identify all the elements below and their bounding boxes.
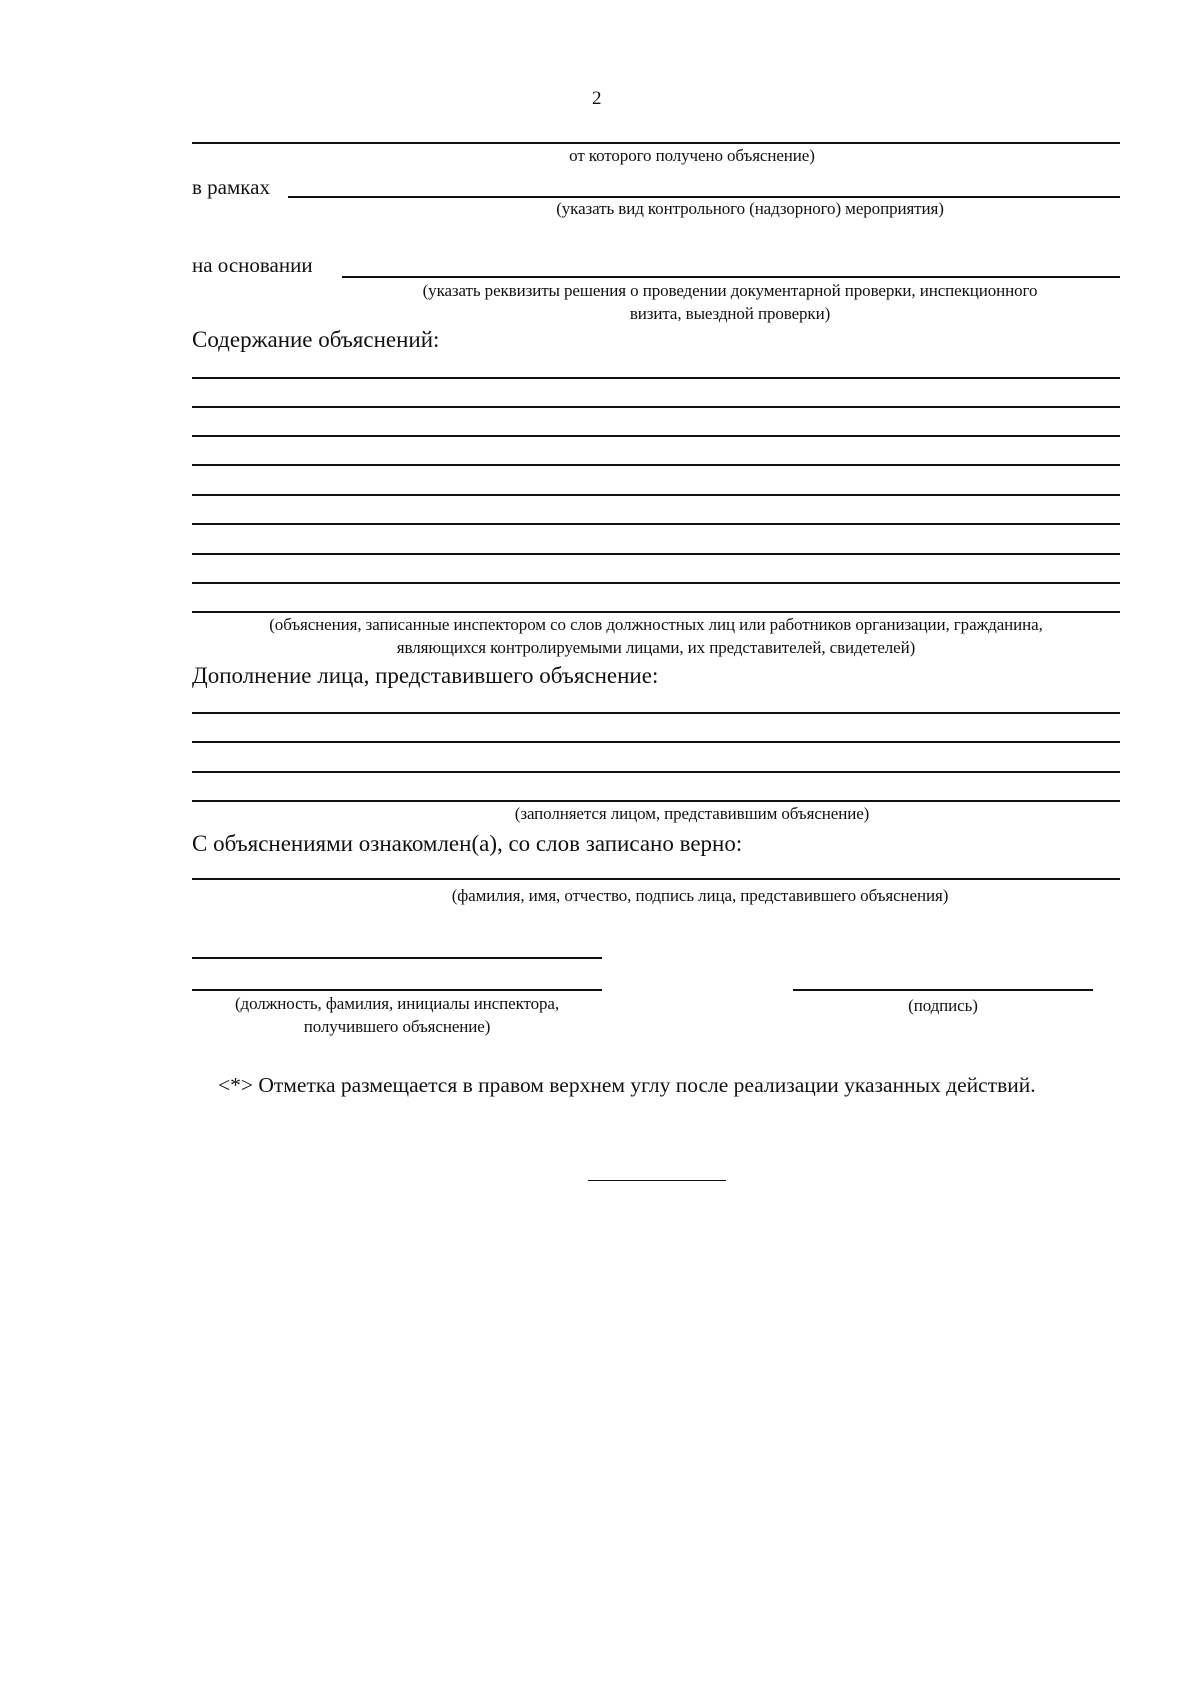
content-line-7 (192, 553, 1120, 555)
inspector-caption-1: (должность, фамилия, инициалы инспектора, (234, 994, 560, 1013)
inspector-line-2 (192, 989, 602, 991)
frame-caption: (указать вид контрольного (надзорного) мероприятия) (556, 199, 944, 218)
content-line-2 (192, 406, 1120, 408)
signature-caption: (подпись) (908, 996, 978, 1015)
inspector-caption-2: получившего объяснение) (303, 1017, 491, 1036)
basis-caption-1: (указать реквизиты решения о проведении документарной проверки, инспекционного (422, 281, 1038, 300)
basis-line (342, 276, 1120, 278)
content-line-3 (192, 435, 1120, 437)
footnote: <*> Отметка размещается в правом верхнем углу после реализации указанных действий. (218, 1073, 1036, 1097)
frame-label: в рамках (192, 175, 270, 199)
addition-line-1 (192, 712, 1120, 714)
content-caption-2: являющихся контролируемыми лицами, их представителей, свидетелей) (396, 638, 916, 657)
acknowledgement-heading: С объяснениями ознакомлен(а), со слов записано верно: (192, 831, 743, 856)
content-line-8 (192, 582, 1120, 584)
recipient-line (192, 142, 1120, 144)
addition-caption: (заполняется лицом, представившим объяснение) (514, 804, 870, 823)
signature-line (793, 989, 1093, 991)
addition-line-3 (192, 771, 1120, 773)
content-line-6 (192, 523, 1120, 525)
content-heading: Содержание объяснений: (192, 327, 440, 352)
content-line-1 (192, 377, 1120, 379)
recipient-caption: от которого получено объяснение) (569, 146, 815, 165)
page-number: 2 (592, 88, 602, 109)
addition-line-2 (192, 741, 1120, 743)
content-line-9 (192, 611, 1120, 613)
content-caption-1: (объяснения, записанные инспектором со слов должностных лиц или работников организации, гражданина, (269, 615, 1043, 634)
content-line-5 (192, 494, 1120, 496)
content-line-4 (192, 464, 1120, 466)
acknowledgement-caption: (фамилия, имя, отчество, подпись лица, представившего объяснения) (451, 886, 949, 905)
addition-line-4 (192, 800, 1120, 802)
closing-divider (588, 1180, 726, 1181)
basis-caption-2: визита, выездной проверки) (629, 304, 831, 323)
addition-heading: Дополнение лица, представившего объяснение: (192, 663, 659, 688)
basis-label: на основании (192, 253, 313, 277)
acknowledgement-line (192, 878, 1120, 880)
inspector-line-1 (192, 957, 602, 959)
